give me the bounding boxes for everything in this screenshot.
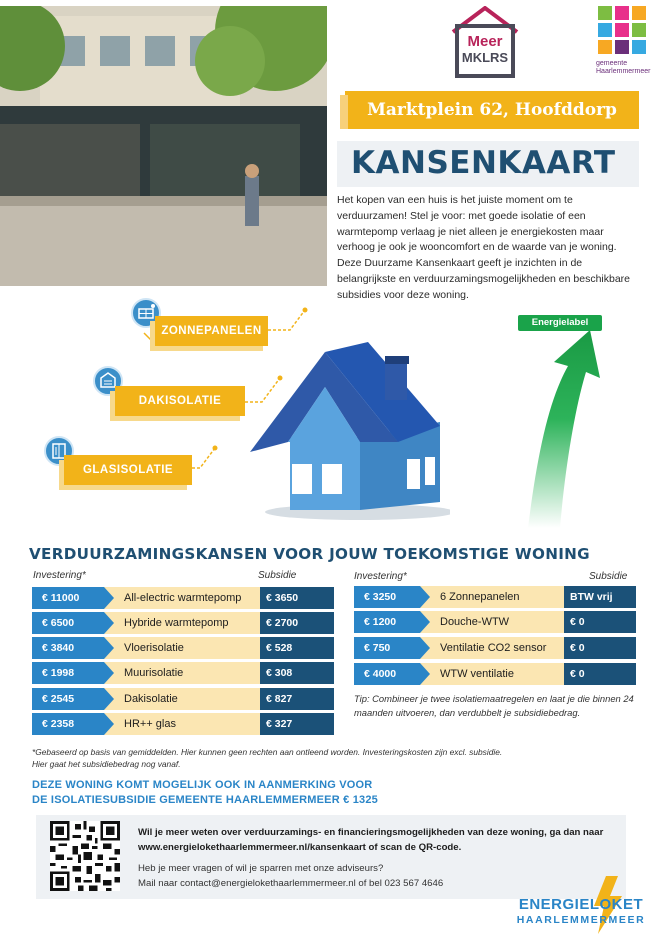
contact-mail-line: Mail naar contact@energielokethaarlemmermeer.nl of bel 023 567 4646 <box>138 877 444 889</box>
gemeente-haarlemmermeer-logo <box>596 6 656 82</box>
haarlemmermeer-logo-text: Haarlemmermeer <box>596 68 651 75</box>
address-banner <box>345 91 639 129</box>
table-row <box>32 612 334 634</box>
meer-logo-text: Meer <box>467 33 503 50</box>
investment-value: € 1998 <box>32 662 104 684</box>
page-title: KANSENKAART <box>351 145 616 181</box>
opportunities-title: VERDUURZAMINGSKANSEN VOOR JOUW TOEKOMSTIGE WONING <box>29 545 590 563</box>
energieloket-logo-text: ENERGIELOKET <box>518 896 644 913</box>
table-row <box>32 587 334 609</box>
subsidy-header-left: Subsidie <box>258 570 297 581</box>
isolation-subsidy-note <box>32 778 632 808</box>
subsidy-note-line-1: DEZE WONING KOMT MOGELIJK OOK IN AANMERKING VOOR <box>32 779 373 791</box>
subsidy-value: € 308 <box>260 662 334 684</box>
footnote-line-1: *Gebaseerd op basis van gemiddelden. Hier kunnen geen rechten aan ontleend worden. Investeringskosten zijn excl. subsidie. <box>32 747 503 757</box>
investment-header-left: Investering* <box>33 570 86 581</box>
investment-header-right: Investering* <box>354 571 407 582</box>
measure-name: Muurisolatie <box>102 662 300 684</box>
measure-name: Douche-WTW <box>418 611 570 633</box>
subsidy-header-right: Subsidie <box>589 571 628 582</box>
subsidy-value: € 0 <box>564 637 636 659</box>
investment-value: € 750 <box>354 637 420 659</box>
table-row <box>354 663 636 685</box>
energy-arrow-icon <box>520 328 610 530</box>
investment-value: € 6500 <box>32 612 104 634</box>
table-row <box>32 688 334 710</box>
investment-value: € 3840 <box>32 637 104 659</box>
storefront-photo <box>0 6 327 286</box>
combination-tip: Tip: Combineer je twee isolatiemaatregelen en laat je die binnen 24 maanden uitvoeren, dan verdubbelt je subsidiebedrag. <box>354 693 634 718</box>
measure-name: Ventilatie CO2 sensor <box>418 637 570 659</box>
property-address: Marktplein 62, Hoofddorp <box>367 100 617 120</box>
table-row <box>354 586 636 608</box>
energy-label-badge: Energielabel <box>518 315 602 331</box>
footnote <box>32 746 632 770</box>
table-row <box>354 637 636 659</box>
measure-name: Hybride warmtepomp <box>102 612 300 634</box>
haarlemmermeer-logo-subtext: HAARLEMMERMEER <box>516 914 646 926</box>
investment-value: € 2358 <box>32 713 104 735</box>
title-banner <box>337 141 639 187</box>
subsidy-value: € 0 <box>564 663 636 685</box>
subsidy-value: € 528 <box>260 637 334 659</box>
contact-info-text: Wil je meer weten over verduurzamings- en financieringsmogelijkheden van deze woning, ga dan naar www.energielokethaarlemmermeer.nl/kansenkaart of scan de QR-code. <box>138 827 604 853</box>
subsidy-value: € 0 <box>564 611 636 633</box>
measure-name: All-electric warmtepomp <box>102 587 300 609</box>
investment-value: € 3250 <box>354 586 420 608</box>
contact-question-line: Heb je meer vragen of wil je sparren met onze adviseurs? <box>138 863 384 874</box>
table-row <box>32 637 334 659</box>
subsidy-value: € 2700 <box>260 612 334 634</box>
measure-name: HR++ glas <box>102 713 300 735</box>
investment-value: € 4000 <box>354 663 420 685</box>
storefront-illustration <box>0 6 327 286</box>
mklrs-logo-text: MKLRS <box>461 50 509 65</box>
measure-name: Vloerisolatie <box>102 637 300 659</box>
subsidy-note-line-2: DE ISOLATIESUBSIDIE GEMEENTE HAARLEMMERMEER € 1325 <box>32 794 378 806</box>
callout-dakisolatie: DAKISOLATIE <box>115 386 245 416</box>
callout-glasisolatie: GLASISOLATIE <box>64 455 192 485</box>
qr-code[interactable] <box>50 821 120 891</box>
house-illustration <box>250 342 450 522</box>
meer-mklrs-logo <box>449 6 521 78</box>
investment-value: € 2545 <box>32 688 104 710</box>
intro-text: Het kopen van een huis is het juiste moment om te verduurzamen! Stel je voor: met goede isolatie of een warmtepomp verlaag je niet alleen je energiekosten maar verhoog je ook je wooncomfort en de waarde van je woning. Deze Duurzame Kansenkaart geeft je inzichten in de belangrijkste en verduurzamingsmogelijkheden en beschikbare subsidies voor deze woning. <box>337 194 631 301</box>
table-row <box>32 713 334 735</box>
subsidy-value: € 827 <box>260 688 334 710</box>
investment-value: € 1200 <box>354 611 420 633</box>
callout-zonnepanelen: ZONNEPANELEN <box>155 316 268 346</box>
measure-name: Dakisolatie <box>102 688 300 710</box>
subsidy-value: BTW vrij <box>564 586 636 608</box>
gemeente-logo-text: gemeente <box>596 60 628 67</box>
subsidy-value: € 3650 <box>260 587 334 609</box>
footnote-line-2: Hier gaat het subsidiebedrag nog vanaf. <box>32 759 181 769</box>
energieloket-haarlemmermeer-logo <box>510 876 652 934</box>
measure-name: 6 Zonnepanelen <box>418 586 570 608</box>
table-row <box>354 611 636 633</box>
measure-name: WTW ventilatie <box>418 663 570 685</box>
subsidy-value: € 327 <box>260 713 334 735</box>
investment-value: € 11000 <box>32 587 104 609</box>
table-row <box>32 662 334 684</box>
